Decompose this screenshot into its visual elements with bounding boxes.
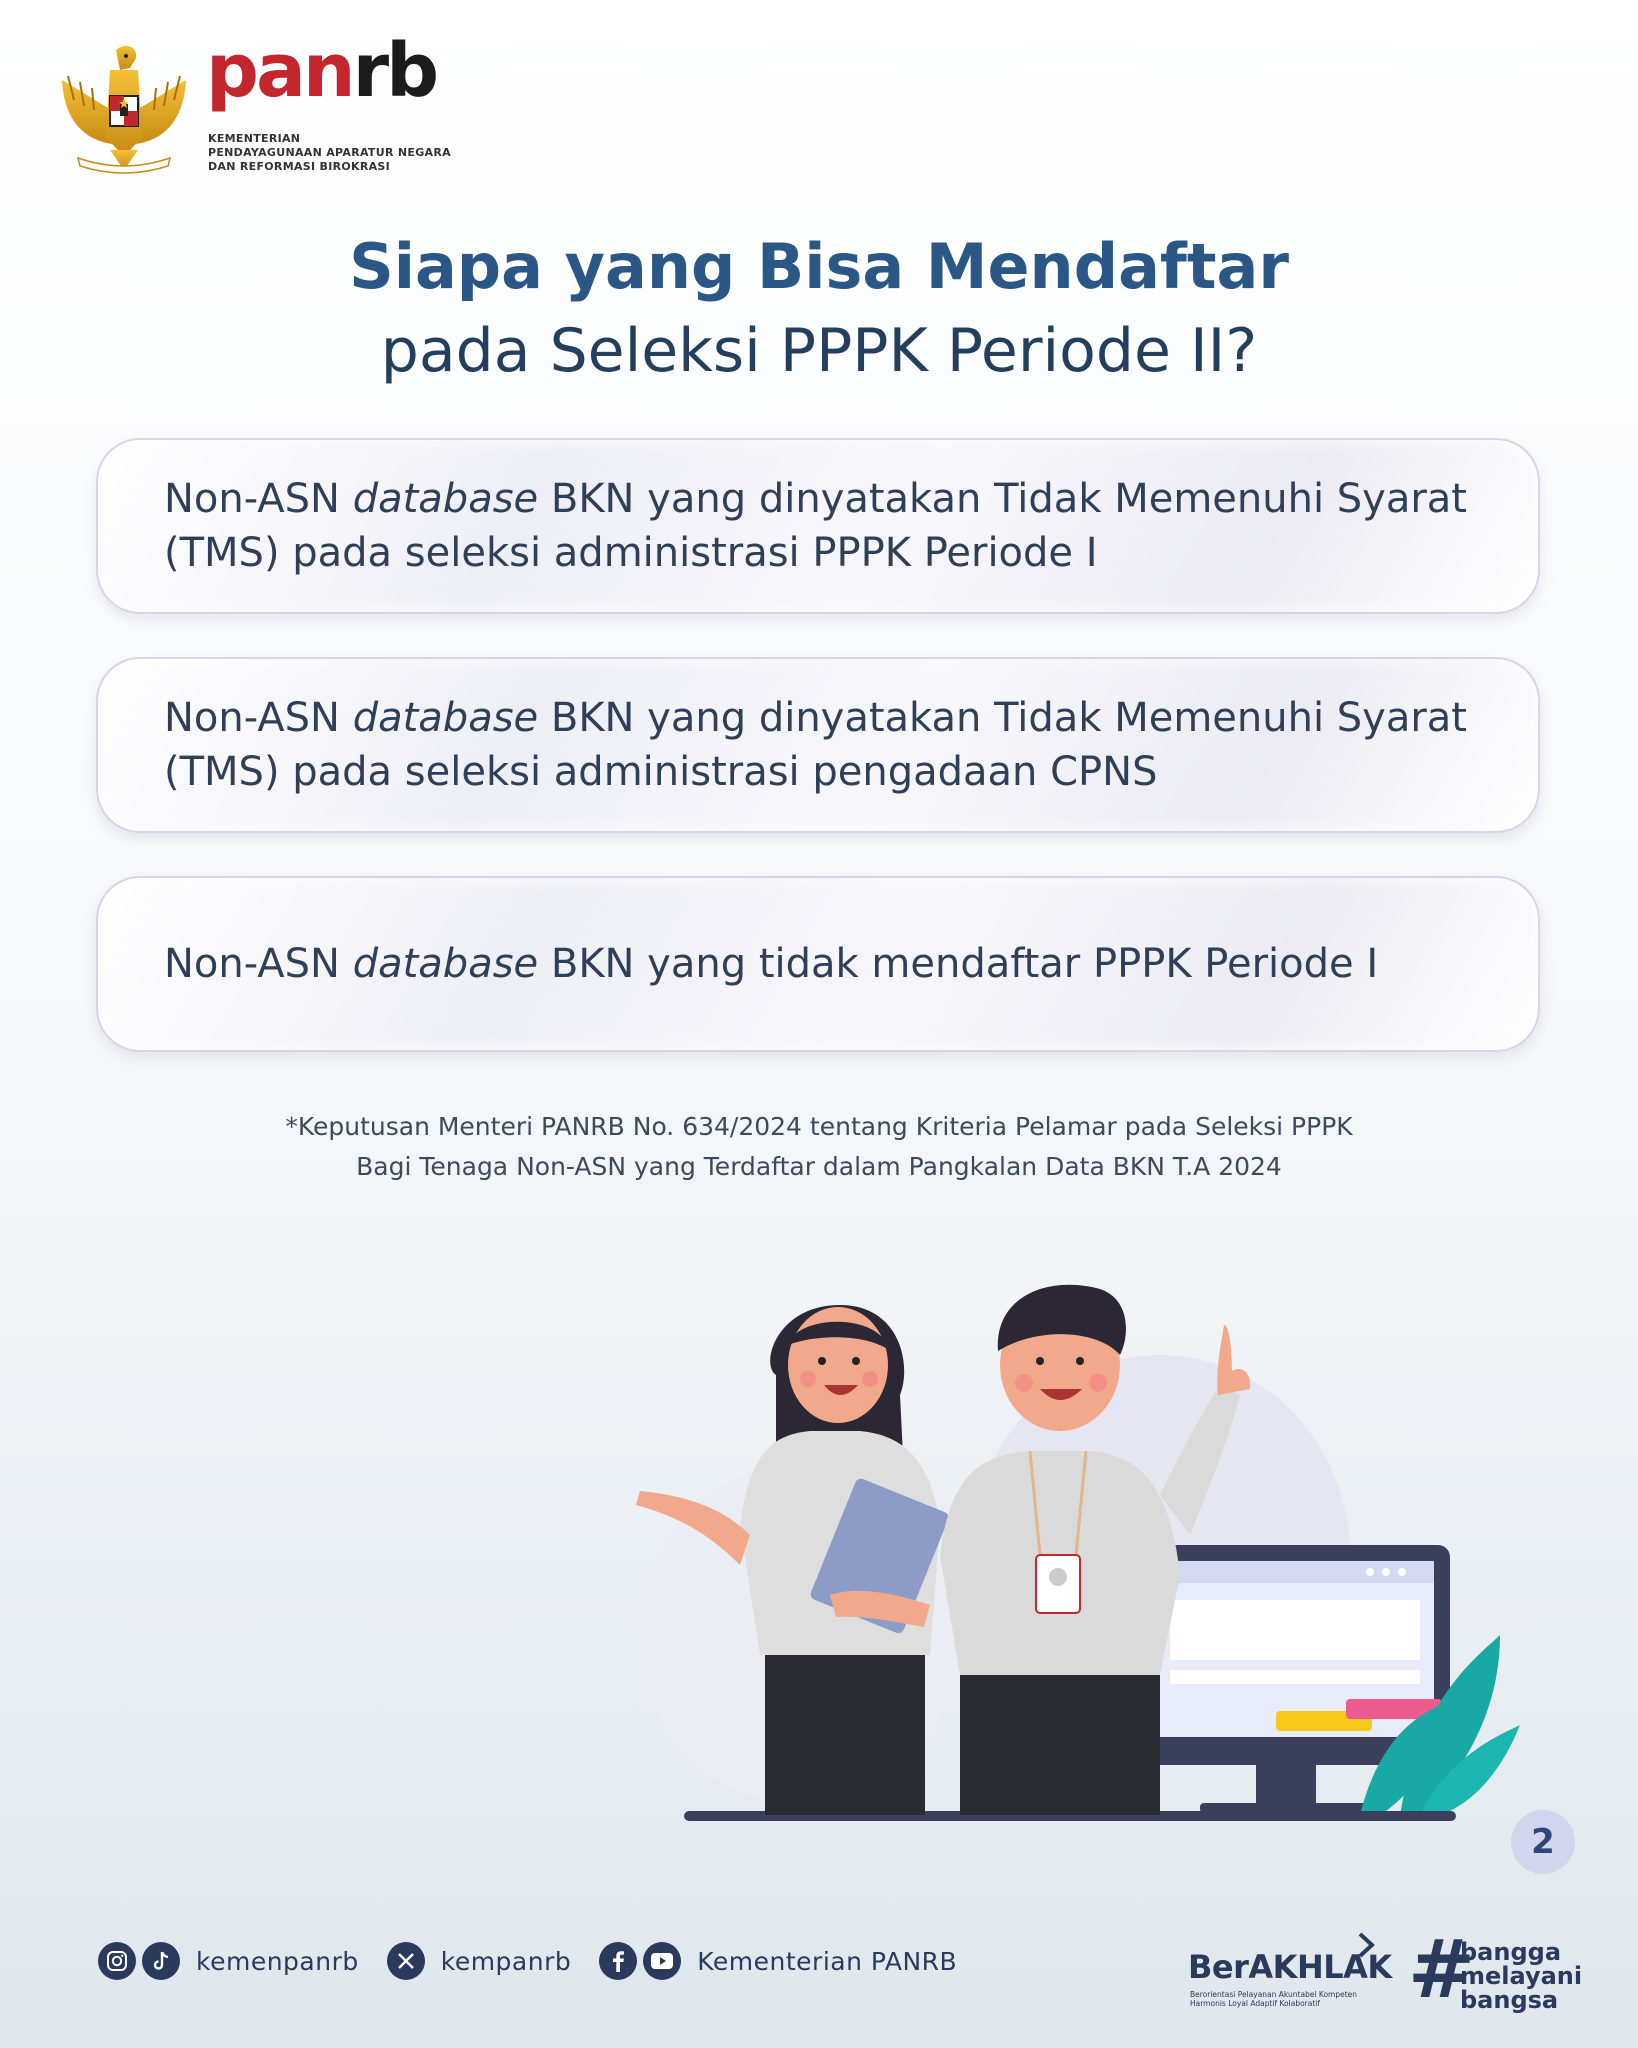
- title-line-2: pada Seleksi PPPK Periode II?: [380, 316, 1258, 386]
- footnote-line-1: *Keputusan Menteri PANRB No. 634/2024 tentang Kriteria Pelamar pada Seleksi PPPK: [285, 1112, 1353, 1141]
- criteria-text: [164, 691, 1498, 799]
- criteria-card-1: [96, 438, 1540, 614]
- youtube-icon[interactable]: [643, 1942, 681, 1980]
- logo-pan: pan: [206, 28, 353, 114]
- criteria-text-italic: database: [352, 941, 539, 987]
- berakhlak-tagline-2: Harmonis Loyal Adaptif Kolaboratif: [1190, 1999, 1321, 2008]
- bangga-melayani-bangsa-logo: [1408, 1923, 1583, 2018]
- footnote-line-2: Bagi Tenaga Non-ASN yang Terdaftar dalam Pangkalan Data BKN T.A 2024: [356, 1152, 1282, 1181]
- criteria-text-post: BKN yang dinyatakan Tidak Memenuhi Syarat (TMS) pada seleksi administrasi PPPK Periode I: [164, 476, 1467, 576]
- criteria-card-3: [96, 876, 1540, 1052]
- social-handles: [98, 1938, 985, 1984]
- social-handle-facebook-youtube[interactable]: Kementerian PANRB: [697, 1946, 958, 1976]
- hashtag-symbol: #: [1408, 1923, 1476, 2016]
- footnote: [0, 1107, 1638, 1187]
- criteria-text: [164, 937, 1378, 991]
- criteria-text-post: BKN yang tidak mendaftar PPPK Periode I: [538, 941, 1379, 987]
- bangga-words: [1460, 1940, 1582, 2012]
- bangga-word: melayani: [1460, 1962, 1583, 1990]
- page-number-badge: 2: [1511, 1810, 1575, 1874]
- social-handle-instagram-tiktok[interactable]: kemenpanrb: [196, 1946, 359, 1976]
- tiktok-icon[interactable]: [142, 1942, 180, 1980]
- berakhlak-word: BerAKHLAK: [1188, 1948, 1392, 1986]
- ministry-line: DAN REFORMASI BIROKRASI: [208, 160, 391, 173]
- facebook-icon[interactable]: [599, 1942, 637, 1980]
- title-line-1: Siapa yang Bisa Mendaftar: [349, 230, 1289, 303]
- page-title: [0, 225, 1638, 393]
- criteria-text: [164, 472, 1498, 580]
- ministry-line: KEMENTERIAN: [208, 132, 301, 145]
- header-logo: [54, 28, 474, 186]
- criteria-text-pre: Non-ASN: [164, 941, 353, 987]
- berakhlak-tagline-1: Berorientasi Pelayanan Akuntabel Kompeten: [1190, 1990, 1358, 1999]
- berakhlak-tagline: [1190, 1990, 1357, 2008]
- berakhlak-logo: [1188, 1932, 1392, 2012]
- instagram-icon[interactable]: [98, 1942, 136, 1980]
- bangga-word: bangga: [1460, 1938, 1562, 1966]
- criteria-text-italic: database: [352, 695, 539, 741]
- criteria-text-italic: database: [352, 476, 539, 522]
- criteria-text-pre: Non-ASN: [164, 695, 353, 741]
- garuda-emblem-icon: [54, 40, 194, 178]
- ministry-name: [208, 132, 451, 174]
- panrb-logo-text: [206, 28, 437, 114]
- criteria-text-pre: Non-ASN: [164, 476, 353, 522]
- civil-servants-illustration: [600, 1255, 1520, 1835]
- x-icon[interactable]: [387, 1942, 425, 1980]
- criteria-text-post: BKN yang dinyatakan Tidak Memenuhi Syarat (TMS) pada seleksi administrasi pengadaan CPNS: [164, 695, 1467, 795]
- bangga-word: bangsa: [1460, 1986, 1559, 2014]
- logo-rb: rb: [352, 28, 437, 114]
- social-handle-x[interactable]: kempanrb: [440, 1946, 572, 1976]
- ministry-line: PENDAYAGUNAAN APARATUR NEGARA: [208, 146, 451, 159]
- criteria-card-2: [96, 657, 1540, 833]
